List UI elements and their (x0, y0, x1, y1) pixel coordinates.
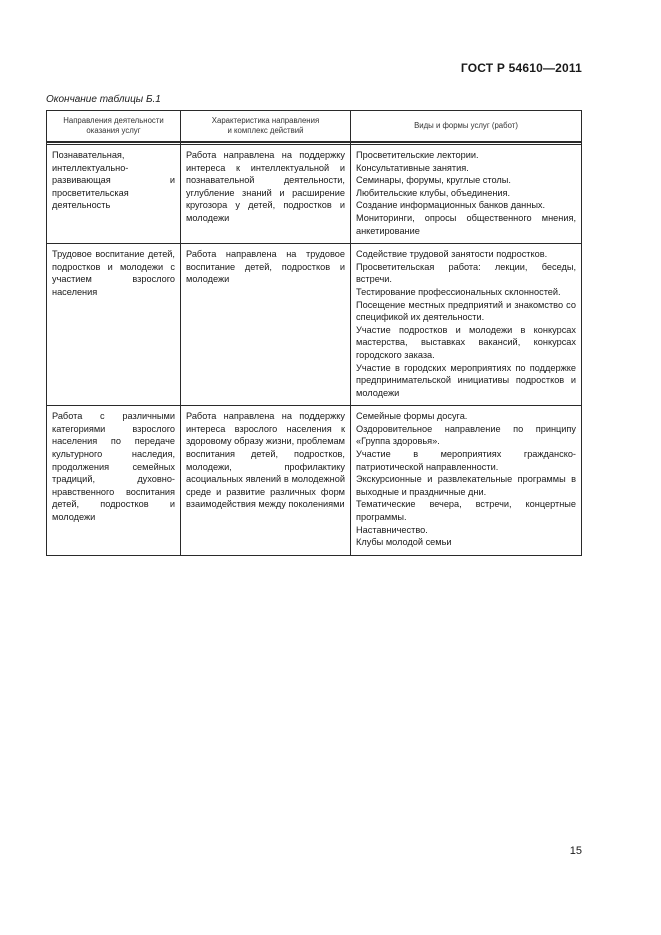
cell-characteristic: Работа направлена на поддержку интереса взрослого населения к здоровому образу жизни, проблемам воспитания детей, подростков, молодежи, профилактику асоциальных явлений в молодежной среде и развитие различных форм взаимодействия между поколениями (181, 406, 351, 556)
service-item: Просветительские лектории. (356, 150, 479, 160)
cell-direction: Трудовое воспитание детей, подростков и молодежи с участием взрослого населения (47, 244, 181, 406)
services-table (46, 110, 582, 556)
service-item: Участие подростков и молодежи в конкурсах мастерства, выставках вакансий, конкурсах городского заказа. (356, 324, 576, 360)
service-item: Семинары, форумы, круглые столы. (356, 175, 511, 186)
cell-services (351, 145, 582, 244)
table-row (47, 145, 582, 244)
column-header-characteristic: Характеристика направления и комплекс действий (181, 111, 351, 143)
service-item: Консультативные занятия. (356, 162, 469, 173)
cell-characteristic: Работа направлена на поддержку интереса к интеллектуальной и познавательной деятельности, углубление знаний и расширение кругозора у детей, подростков и молодежи (181, 145, 351, 244)
cell-services (351, 244, 582, 406)
service-item: Посещение местных предприятий и знакомство со спецификой их деятельности. (356, 299, 576, 323)
cell-characteristic: Работа направлена на трудовое воспитание детей, подростков и молодежи (181, 244, 351, 406)
service-item: Экскурсионные и развлекательные программы в выходные и праздничные дни. (356, 474, 576, 497)
service-item: Оздоровительное направление по принципу «Группа здоровья». (356, 423, 576, 447)
service-item: Наставничество. (356, 524, 428, 535)
cell-services (351, 406, 582, 556)
service-item: Участие в мероприятиях гражданско-патриотической направленности. (356, 449, 576, 472)
cell-direction: Познавательная, интеллектуально-развивающая и просветительская деятельность (47, 145, 181, 244)
column-header-direction: Направления деятельности оказания услуг (47, 111, 181, 143)
cell-direction: Работа с различными категориями взрослого населения по передаче культурного наследия, продолжения семейных традиций, духовно-нравственного воспитания детей, подростков и молодежи (47, 406, 181, 556)
column-header-services: Виды и формы услуг (работ) (351, 111, 582, 143)
page-number: 15 (569, 845, 582, 857)
table-caption: Окончание таблицы Б.1 (46, 94, 161, 105)
table-header-row (47, 111, 582, 143)
service-item: Участие в городских мероприятиях по поддержке предпринимательской инициативы подростков и молодежи (356, 362, 576, 398)
document-code: ГОСТ Р 54610—2011 (460, 61, 582, 75)
service-item: Содействие трудовой занятости подростков. (356, 249, 548, 260)
service-item: Клубы молодой семьи (356, 537, 452, 548)
service-item: Тестирование профессиональных склонностей. (356, 286, 561, 297)
service-item: Любительские клубы, объединения. (356, 187, 511, 198)
service-item: Просветительская работа: лекции, беседы, встречи. (356, 261, 576, 285)
service-item: Семейные формы досуга. (356, 411, 468, 422)
service-item: Создание информационных банков данных. (356, 200, 546, 211)
service-item: Мониторинги, опросы общественного мнения, анкетирование (356, 212, 576, 236)
table-row (47, 406, 582, 556)
service-item: Тематические вечера, встречи, концертные программы. (356, 499, 576, 523)
table-row (47, 244, 582, 406)
